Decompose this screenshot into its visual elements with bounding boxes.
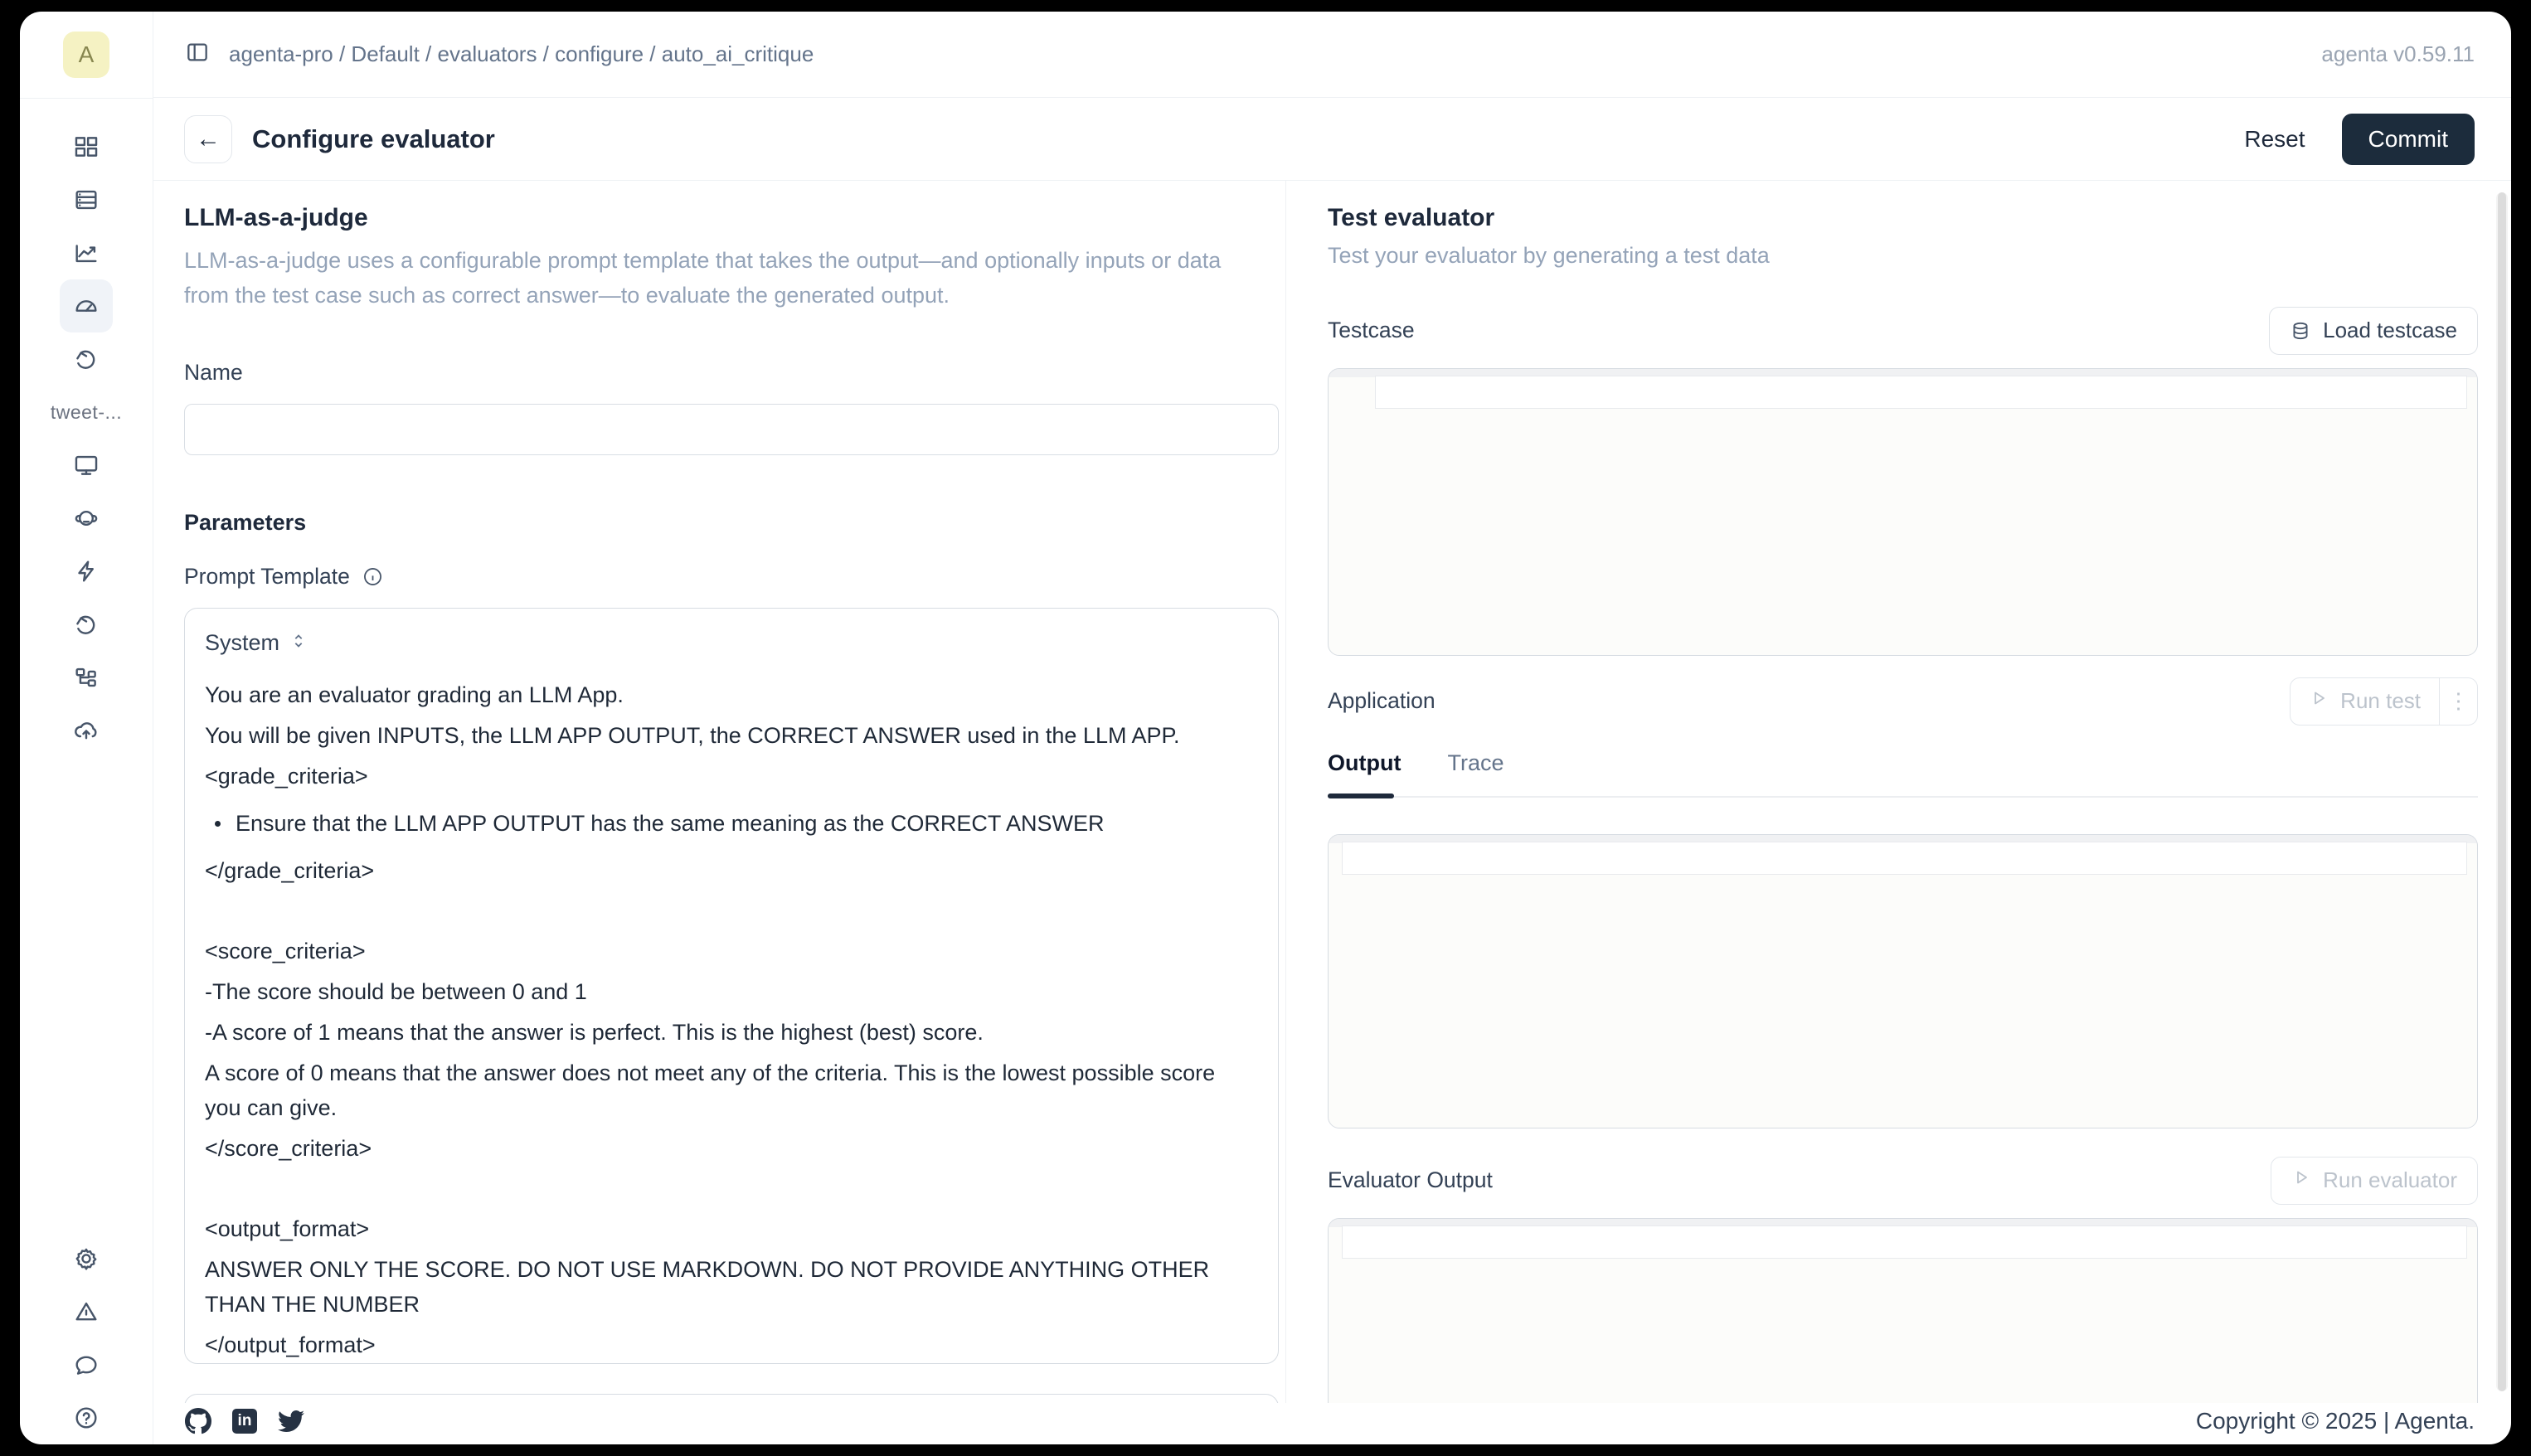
scrollbar-thumb[interactable]: [2498, 192, 2506, 1391]
evaluator-type-heading: LLM-as-a-judge: [184, 204, 368, 231]
name-label: Name: [184, 359, 243, 385]
sidebar-toggle-icon[interactable]: [184, 39, 211, 70]
main-area: [153, 12, 2511, 1444]
sidebar-header: [20, 12, 153, 98]
prompt-text: [205, 677, 1256, 1362]
tree-icon: [72, 663, 100, 692]
run-test-label: Run test: [2340, 688, 2421, 714]
back-button[interactable]: ←: [184, 115, 232, 163]
prompt-line: A score of 0 means that the answer does not meet any of the criteria. This is the lowest possible score you can give.: [205, 1060, 1216, 1120]
prompt-line: <output_format>: [205, 1216, 370, 1241]
next-message-block[interactable]: [184, 1394, 1279, 1403]
cloud-upload-icon: [72, 716, 100, 745]
sidebar-item-apps[interactable]: [60, 120, 113, 173]
server-icon: [72, 186, 100, 214]
prompt-line: You will be given INPUTS, the LLM APP OUTPUT, the CORRECT ANSWER used in the LLM APP.: [205, 722, 1180, 748]
configure-toolbar: [153, 98, 2511, 181]
evaluator-output-row: [1328, 1157, 2478, 1205]
application-label: Application: [1328, 688, 1436, 714]
sidebar-item-playground[interactable]: [60, 492, 113, 545]
footer: [153, 1403, 2511, 1444]
evaluator-output-label: Evaluator Output: [1328, 1167, 1493, 1193]
evaluator-config-panel: [153, 181, 1285, 1403]
sidebar-item-deployments[interactable]: [60, 704, 113, 757]
prompt-line: [205, 1172, 1256, 1211]
sidebar-item-evaluations[interactable]: [60, 279, 113, 332]
info-icon[interactable]: [362, 565, 384, 588]
bot-icon: [72, 504, 100, 532]
test-evaluator-subtitle: Test your evaluator by generating a test data: [1328, 243, 1770, 268]
message-role-value: System: [205, 629, 280, 655]
application-row: [1328, 677, 2478, 726]
sidebar-item-automations[interactable]: [60, 545, 113, 598]
evaluator-type-description: LLM-as-a-judge uses a configurable prompt template that takes the output—and optionally inputs or data from the test case such as correct answer—to evaluate the generated output.: [184, 248, 1222, 308]
test-evaluator-heading: Test evaluator: [1328, 204, 1495, 231]
testcase-label: Testcase: [1328, 318, 1415, 343]
prompt-line: <score_criteria>: [205, 938, 366, 963]
database-icon: [2290, 320, 2311, 342]
tab-output[interactable]: Output: [1328, 750, 1402, 775]
warning-icon: [72, 1298, 100, 1326]
bolt-icon: [72, 557, 100, 585]
workspace-label[interactable]: tweet-...: [50, 400, 123, 423]
play-icon: [2309, 688, 2329, 714]
version-label: agenta v0.59.11: [2321, 41, 2475, 66]
editor-first-line: [1342, 842, 2467, 875]
chat-icon: [72, 1351, 100, 1379]
active-tab-indicator: [1328, 794, 1394, 798]
testcase-row: [1328, 307, 2478, 355]
prompt-template-row: [184, 564, 1269, 590]
reset-button[interactable]: Reset: [2244, 125, 2305, 152]
bullet-dot: [215, 821, 221, 827]
grid-icon: [72, 133, 100, 161]
prompt-line: <grade_criteria>: [205, 763, 368, 789]
run-evaluator-button[interactable]: [2271, 1157, 2478, 1205]
sidebar-item-overview[interactable]: [60, 439, 113, 492]
sidebar: [20, 12, 153, 1444]
play-icon: [2291, 1167, 2311, 1193]
message-role-selector[interactable]: [205, 630, 308, 656]
prompt-line: [205, 894, 1256, 934]
twitter-icon[interactable]: [277, 1407, 305, 1435]
loop-icon: [72, 610, 100, 638]
sidebar-item-evaluations-app[interactable]: [60, 598, 113, 651]
editor-first-line: [1375, 376, 2467, 409]
gauge-icon: [72, 292, 100, 320]
run-test-button[interactable]: [2291, 678, 2439, 725]
run-test-split-button: [2290, 677, 2478, 726]
prompt-template-label: Prompt Template: [184, 563, 350, 589]
test-evaluator-panel: [1285, 181, 2511, 1403]
prompt-line: </score_criteria>: [205, 1135, 372, 1161]
sidebar-item-testsets[interactable]: [60, 173, 113, 226]
prompt-line: ANSWER ONLY THE SCORE. DO NOT USE MARKDOWN. DO NOT PROVIDE ANYTHING OTHER THAN THE NUMBER: [205, 1256, 1210, 1317]
testcase-editor[interactable]: [1328, 368, 2478, 656]
prompt-line: </grade_criteria>: [205, 857, 375, 883]
editor-first-line: [1342, 1225, 2467, 1259]
parameters-heading: Parameters: [184, 509, 307, 535]
sidebar-body: [20, 98, 153, 1444]
chevron-up-down-icon: [289, 632, 308, 654]
chart-icon: [72, 239, 100, 267]
scrollbar[interactable]: [2496, 192, 2508, 1391]
application-tabs: [1328, 750, 2478, 796]
sidebar-item-settings[interactable]: [60, 1232, 113, 1285]
run-evaluator-label: Run evaluator: [2323, 1167, 2457, 1193]
content: [153, 181, 2511, 1403]
help-icon: [72, 1404, 100, 1432]
load-testcase-button[interactable]: [2269, 307, 2478, 355]
page-title: Configure evaluator: [252, 124, 495, 153]
prompt-line: Ensure that the LLM APP OUTPUT has the same meaning as the CORRECT ANSWER: [215, 806, 1256, 841]
run-test-more-button[interactable]: ⋮: [2439, 678, 2477, 725]
name-input[interactable]: [184, 404, 1279, 455]
sidebar-item-traces[interactable]: [60, 651, 113, 704]
loop-icon: [72, 345, 100, 373]
sidebar-item-observability[interactable]: [60, 226, 113, 279]
prompt-line: -A score of 1 means that the answer is perfect. This is the highest (best) score.: [205, 1019, 984, 1045]
application-output-editor[interactable]: [1328, 834, 2478, 1128]
sidebar-item-registry[interactable]: [60, 332, 113, 386]
prompt-template-editor[interactable]: [184, 608, 1279, 1364]
load-testcase-label: Load testcase: [2323, 318, 2457, 343]
tab-trace[interactable]: Trace: [1447, 750, 1504, 775]
topbar: [153, 12, 2511, 98]
sidebar-item-alerts[interactable]: [60, 1285, 113, 1338]
copyright: Copyright © 2025 | Agenta.: [2195, 1408, 2475, 1434]
prompt-line: </output_format>: [205, 1332, 376, 1357]
sidebar-bottom: [60, 1232, 113, 1444]
prompt-line: You are an evaluator grading an LLM App.: [205, 682, 624, 707]
github-icon[interactable]: [184, 1407, 212, 1435]
tabs-rule: [1328, 796, 2478, 798]
avatar[interactable]: A: [63, 32, 109, 78]
commit-button[interactable]: Commit: [2342, 114, 2475, 165]
monitor-icon: [72, 451, 100, 479]
linkedin-icon[interactable]: in: [231, 1407, 259, 1435]
sidebar-item-help[interactable]: [60, 1391, 113, 1444]
breadcrumb[interactable]: agenta-pro / Default / evaluators / configure / auto_ai_critique: [229, 41, 814, 66]
evaluator-output-editor[interactable]: [1328, 1218, 2478, 1403]
app-window: [20, 12, 2511, 1444]
prompt-line: -The score should be between 0 and 1: [205, 978, 587, 1004]
sidebar-item-feedback[interactable]: [60, 1338, 113, 1391]
social-links: [184, 1407, 305, 1435]
gear-icon: [72, 1245, 100, 1273]
